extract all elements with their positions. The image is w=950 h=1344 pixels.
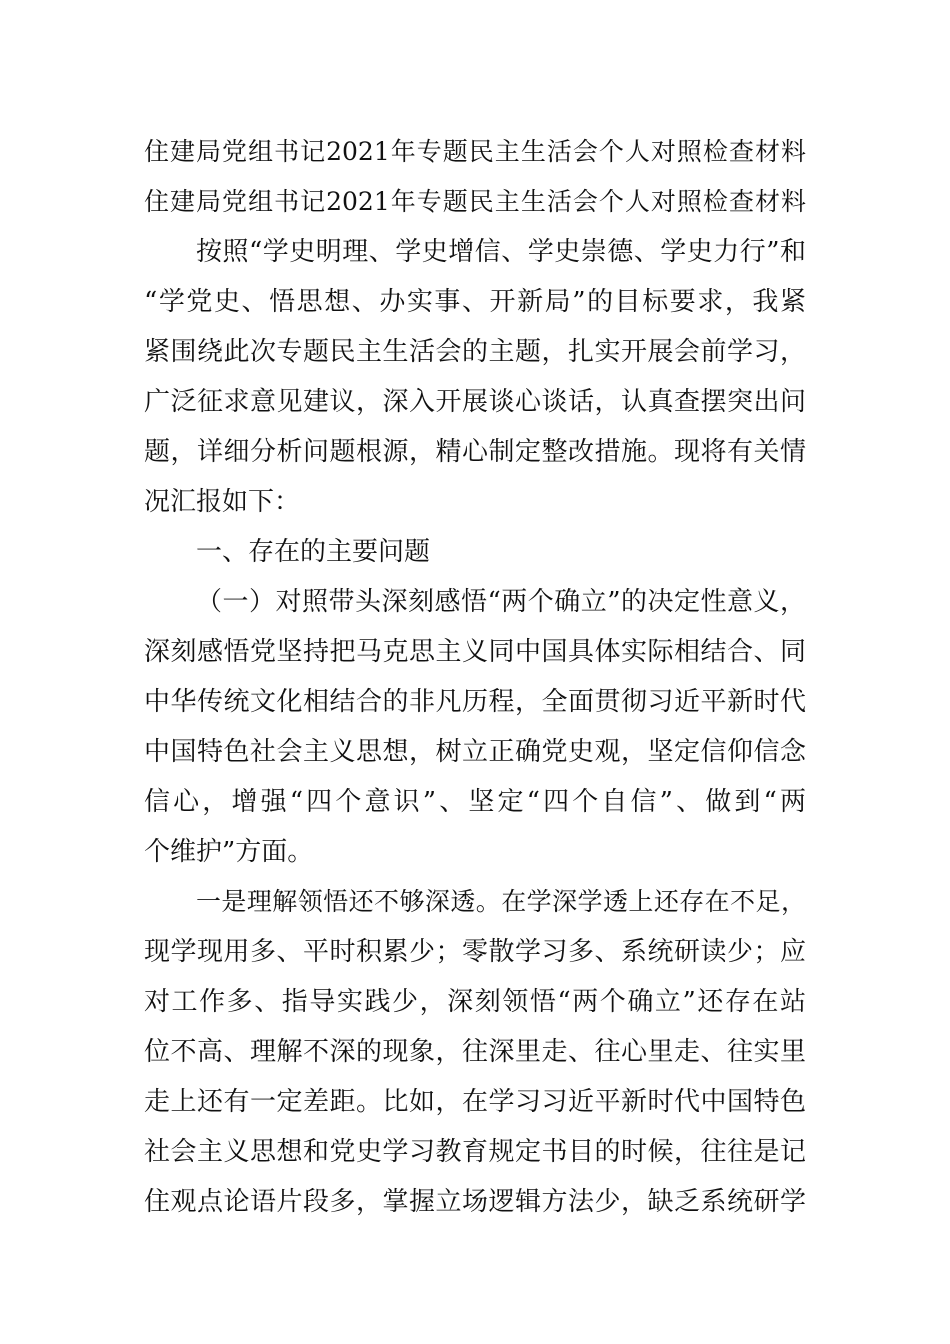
paragraph-line: 况汇报如下： <box>144 487 301 517</box>
section-heading <box>144 527 806 577</box>
paragraph-line: “学党史、悟思想、办实事、开新局”的目标要求，我紧 <box>144 287 806 317</box>
paragraph-line: 深刻感悟党坚持把马克思主义同中国具体实际相结合、同 <box>144 637 806 667</box>
paragraph-line: 广泛征求意见建议，深入开展谈心谈话，认真查摆突出问 <box>144 387 806 417</box>
paragraph-line: 中国特色社会主义思想，树立正确党史观，坚定信仰信念 <box>144 737 806 767</box>
document-body <box>144 127 806 1227</box>
paragraph-line: 位不高、理解不深的现象，往深里走、往心里走、往实里 <box>144 1037 806 1067</box>
paragraph-subsection-1 <box>144 577 806 877</box>
paragraph-line: 紧围绕此次专题民主生活会的主题，扎实开展会前学习， <box>144 337 806 367</box>
paragraph-line: 中华传统文化相结合的非凡历程，全面贯彻习近平新时代 <box>144 687 806 717</box>
paragraph-line: 一是理解领悟还不够深透。在学深学透上还存在不足， <box>196 887 806 916</box>
paragraph-line: 个维护”方面。 <box>144 837 314 867</box>
paragraph-point-1 <box>144 877 806 1227</box>
paragraph-line: 按照“学史明理、学史增信、学史崇德、学史力行”和 <box>196 237 806 267</box>
paragraph-line: 住观点论语片段多，掌握立场逻辑方法少，缺乏系统研学 <box>144 1187 806 1217</box>
document-title: 住建局党组书记2021年专题民主生活会个人对照检查材料 <box>144 137 806 166</box>
paragraph-line: （一）对照带头深刻感悟“两个确立”的决定性意义， <box>196 587 806 617</box>
document-title-repeat: 住建局党组书记2021年专题民主生活会个人对照检查材料 <box>144 187 806 216</box>
paragraph-line: 社会主义思想和党史学习教育规定书目的时候，往往是记 <box>144 1137 806 1167</box>
paragraph-line: 题，详细分析问题根源，精心制定整改措施。现将有关情 <box>144 437 806 467</box>
paragraph-intro <box>144 227 806 527</box>
section-heading-text: 一、存在的主要问题 <box>196 537 431 567</box>
paragraph-line: 现学现用多、平时积累少；零散学习多、系统研读少；应 <box>144 937 806 967</box>
paragraph-line: 对工作多、指导实践少，深刻领悟“两个确立”还存在站 <box>144 987 806 1017</box>
paragraph-line: 走上还有一定差距。比如，在学习习近平新时代中国特色 <box>144 1087 806 1117</box>
paragraph-line: 信心，增强“四个意识”、坚定“四个自信”、做到“两 <box>144 787 806 817</box>
